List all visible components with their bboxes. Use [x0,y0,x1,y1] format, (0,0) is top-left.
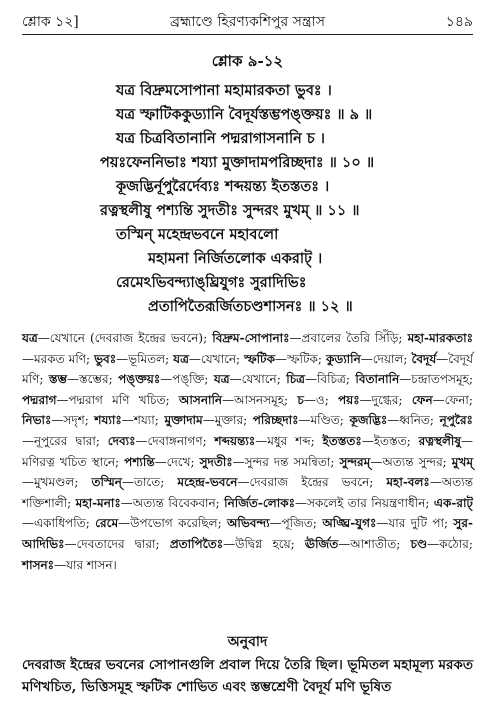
synonym-meaning: তাতে; [133,475,165,490]
synonym-term: চণ্ড [410,536,428,551]
synonym-term: দেব্যঃ [107,433,136,448]
synonym-meaning: মণিরত্ন খচিত স্থানে; [22,454,120,469]
verse-line: রত্নস্থলীষু পশ্যন্তি সুদতীঃ সুন্দরং মুখম্‌ ॥ ১১ ॥ [100,202,360,219]
synonym-meaning: ভূমিতল; [128,351,170,366]
synonym-meaning: বৈদূর্য মণি; [22,351,473,387]
synonym-meaning: নূপুরের দ্বারা; [34,433,100,448]
synonym-meaning: অত্যন্ত সুন্দর; [382,454,447,469]
synonym-term: ঊর্জিত [304,536,339,551]
synonym-meaning: মুখমণ্ডল; [34,475,79,490]
synonym-term: প্রতাপিতৈঃ [169,536,224,551]
synonym-meaning: পদ্মরাগ মণি খচিত; [68,392,170,407]
synonym-term: অভিবন্দ্য [227,516,270,531]
synonym-meaning: শয্যা; [133,413,159,428]
synonym-term: মুখম্‌ [451,454,473,469]
synonym-term: মহা-মনাঃ [75,495,121,510]
synonym-meaning: একাধিপতি; [34,516,90,531]
synonym-term: ইতস্ততঃ [322,433,362,448]
synonym-meaning: উপভোগ করেছিল; [130,516,222,531]
header-divider [22,34,473,35]
synonym-meaning: উদ্বিগ্ন হয়ে; [235,536,295,551]
synonym-meaning: যার দুটি পা; [388,516,449,531]
synonym-meaning: পূজিত; [281,516,317,531]
synonym-term: সুন্দরম্‌ [339,454,371,469]
synonym-meaning: দুগ্ধের; [371,392,403,407]
header-chapter-title: ব্রহ্মাণ্ডে হিরণ্যকশিপুর সন্ত্রাস [170,14,325,30]
synonym-meaning: ও; [315,392,329,407]
synonym-term: অঙ্ঘ্রি-যুগঃ [322,516,377,531]
synonym-term: কূজদ্ভিঃ [349,413,388,428]
verse-line: রেমেঽভিবন্দ্যাঙ্‌ঘ্রিযুগঃ সুরাদিভিঃ [116,274,307,291]
page-number: ১৪৯ [445,14,473,30]
header-verse-ref: শ্লোক ১২] [22,14,79,30]
synonym-term: পশ্যন্তি [124,454,155,469]
synonym-meaning: ইতস্তত; [373,433,411,448]
synonym-meaning: চন্দ্রাতপসমূহ; [411,372,473,387]
verse-line: যত্র বিদ্রুমসোপানা মহামারকতা ভুবঃ । [116,82,332,99]
synonym-meaning: দেখে; [166,454,195,469]
synonym-term: শাসনঃ [22,557,55,572]
synonym-term: শব্দয়ন্ত্যঃ [214,433,256,448]
synonym-term: পঙ্‌ক্তয়ঃ [118,372,161,387]
synonym-meaning: মুক্তার; [214,413,248,428]
synonym-term: বিতানানি [355,372,400,387]
synonym-term: মহা-বলঃ [386,475,430,490]
synonym-meaning: যেখানে; [200,351,241,366]
synonym-meaning: দেবরাজ ইন্দ্রের ভবনে; [249,475,374,490]
synonym-meaning: মরকত মণি; [34,351,91,366]
synonym-term: নির্জিত-লোকঃ [224,495,296,510]
translation-text: দেবরাজ ইন্দ্রের ভবনের সোপানগুলি প্রবাল দিয়ে তৈরি ছিল। ভূমিতল মহামূল্য মরকত মণিখচিত, ভিত্তিসমূহ স্ফটিক শোভিত এবং স্তম্ভশ্রেণী বৈদূর্য মণি ভূষিত [22,657,473,695]
synonym-term: চ [297,392,304,407]
synonym-meaning: আশাতীত; [350,536,401,551]
synonym-meaning: দেয়াল; [372,351,408,366]
synonym-meaning: যেখানে; [241,372,281,387]
synonym-term: এক-রাট্‌ [433,495,473,510]
synonym-meaning: ধ্বনিত; [399,413,434,428]
synonym-term: ফেন [411,392,433,407]
synonym-meaning: দেবতাদের দ্বারা; [76,536,160,551]
synonym-meaning: অত্যন্ত শক্তিশালী; [22,475,473,510]
synonym-term: স্তম্ভ [48,372,68,387]
translation-heading: অনুবাদ [227,634,268,650]
synonym-term: সুর-আদিভিঃ [22,516,473,551]
synonym-term: মহেন্দ্র-ভবনে [177,475,238,490]
verse-line: তস্মিন্‌ মহেন্দ্রভবনে মহাবলো [116,226,279,243]
synonym-term: রেমে [95,516,119,531]
synonym-term: যত্র [213,372,230,387]
verse-line: যত্র স্ফাটিককুড্যানি বৈদূর্যস্তম্ভপঙ্‌ক্তয়ঃ ॥ ৯ ॥ [116,106,373,123]
synonym-term: ভুবঃ [94,351,117,366]
synonym-meaning: ফেনা; [444,392,473,407]
verse-line: যত্র চিত্রবিতানানি পদ্মরাগাসনানি চ । [116,130,325,147]
synonym-term: বৈদূর্য [411,351,437,366]
synonym-term: স্ফটিক [244,351,275,366]
synonym-term: কুড্যানি [325,351,361,366]
synonym-term: মহা-মারকতাঃ [407,331,474,345]
synonym-term: মুক্তাদাম [164,413,203,428]
synonym-meaning: কঠোর; [439,536,473,551]
running-header [22,10,473,32]
synonym-meaning: পঙ্‌ক্তি; [172,372,209,387]
verse-line: কূজদ্ভির্নূপুরৈর্দেব্যঃ শব্দয়ন্ত্য ইতস্ততঃ । [116,178,330,195]
word-for-word-synonyms: যত্র—যেখানে (দেবরাজ ইন্দ্রের ভবনে); বিদ্রুম-সোপানাঃ—প্রবালের তৈরি সিঁড়ি; মহা-মারকতাঃ—মরকত মণি; ভুবঃ—ভূমিতল; যত্র—যেখানে; স্ফটিক—স্ফটিক; কুড্যানি—দেয়াল; বৈদূর্য—বৈদূর্য মণি; স্তম্ভ—স্তম্ভের; পঙ্‌ক্তয়ঃ—পঙ্‌ক্তি; যত্র—যেখানে; চিত্র—বিচিত্র; বিতানানি—চন্দ্রাতপসমূহ; পদ্মরাগ—পদ্মরাগ মণি খচিত; আসনানি—আসনসমূহ; চ—ও; পয়ঃ—দুগ্ধের; ফেন—ফেনা; নিভাঃ—সদৃশ; শয্যাঃ—শয্যা; মুক্তাদাম—মুক্তার; পরিচ্ছদাঃ—মণ্ডিত; কূজদ্ভিঃ—ধ্বনিত; নূপুরৈঃ—নূপুরের দ্বারা; দেব্যঃ—দেবাঙ্গনাগণ; শব্দয়ন্ত্যঃ—মধুর শব্দ; ইতস্ততঃ—ইতস্তত; রত্নস্থলীষু—মণিরত্ন খচিত স্থানে; পশ্যন্তি—দেখে; সুদতীঃ—সুন্দর দন্ত সমন্বিতা; সুন্দরম্‌—অত্যন্ত সুন্দর; মুখম্‌—মুখমণ্ডল; তস্মিন্‌—তাতে; মহেন্দ্র-ভবনে—দেবরাজ ইন্দ্রের ভবনে; মহা-বলঃ—অত্যন্ত শক্তিশালী; মহা-মনাঃ—অত্যন্ত বিবেকবান; নির্জিত-লোকঃ—সকলেই তার নিয়ন্ত্রণাধীন; এক-রাট্‌—একাধিপতি; রেমে—উপভোগ করেছিল; অভিবন্দ্য—পূজিত; অঙ্ঘ্রি-যুগঃ—যার দুটি পা; সুর-আদিভিঃ—দেবতাদের দ্বারা; প্রতাপিতৈঃ—উদ্বিগ্ন হয়ে; ঊর্জিত—আশাতীত; চণ্ড—কঠোর; শাসনঃ—যার শাসন। [22,331,474,572]
synonym-meaning: সদৃশ; [63,413,89,428]
synonym-term: যত্র [22,331,38,345]
synonym-meaning: অত্যন্ত বিবেকবান; [132,495,220,510]
synonym-term: পরিচ্ছদাঃ [252,413,299,428]
synonym-meaning: দেবাঙ্গনাগণ; [147,433,207,448]
synonym-meaning: সকলেই তার নিয়ন্ত্রণাধীন; [307,495,430,510]
verse-line: পয়ঃফেননিভাঃ শয্যা মুক্তাদামপরিচ্ছদাঃ ॥ ১০ ॥ [100,154,375,171]
synonym-term: তস্মিন্‌ [91,475,122,490]
synonym-term: সুদতীঃ [199,454,233,469]
synonym-term: নিভাঃ [22,413,52,428]
verse-line: প্রতাপিতৈরূর্জিতচণ্ডশাসনঃ ॥ ১২ ॥ [148,298,353,315]
synonym-term: চিত্র [286,372,305,387]
synonym-meaning: প্রবালের তৈরি সিঁড়ি; [301,331,403,345]
synonym-term: রত্নস্থলীষু [418,433,461,448]
synonym-term: নূপুরৈঃ [439,413,473,428]
synonym-meaning: স্তম্ভের; [79,372,113,387]
synonym-term: বিদ্রুম-সোপানাঃ [212,331,290,345]
synonym-term: পয়ঃ [338,392,360,407]
synonym-meaning: স্ফটিক; [287,351,322,366]
synonym-meaning: যার শাসন। [66,557,117,572]
verse-block [0,50,495,319]
synonym-meaning: মণ্ডিত; [310,413,344,428]
synonym-meaning: যেখানে (দেবরাজ ইন্দ্রের ভবনে); [49,331,208,345]
synonym-meaning: মধুর শব্দ; [267,433,315,448]
synonym-meaning: সুন্দর দন্ত সমন্বিতা; [244,454,335,469]
synonym-term: আসনানি [178,392,223,407]
synonym-meaning: বিচিত্র; [317,372,350,387]
synonym-term: পদ্মরাগ [22,392,57,407]
verse-title: শ্লোক ৯-১২ [211,52,284,70]
verse-line: মহামনা নির্জিতলোক একরাট্‌ । [148,250,323,267]
synonym-meaning: আসনসমূহ; [234,392,289,407]
synonym-term: শয্যাঃ [94,413,122,428]
synonym-term: যত্র [173,351,189,366]
